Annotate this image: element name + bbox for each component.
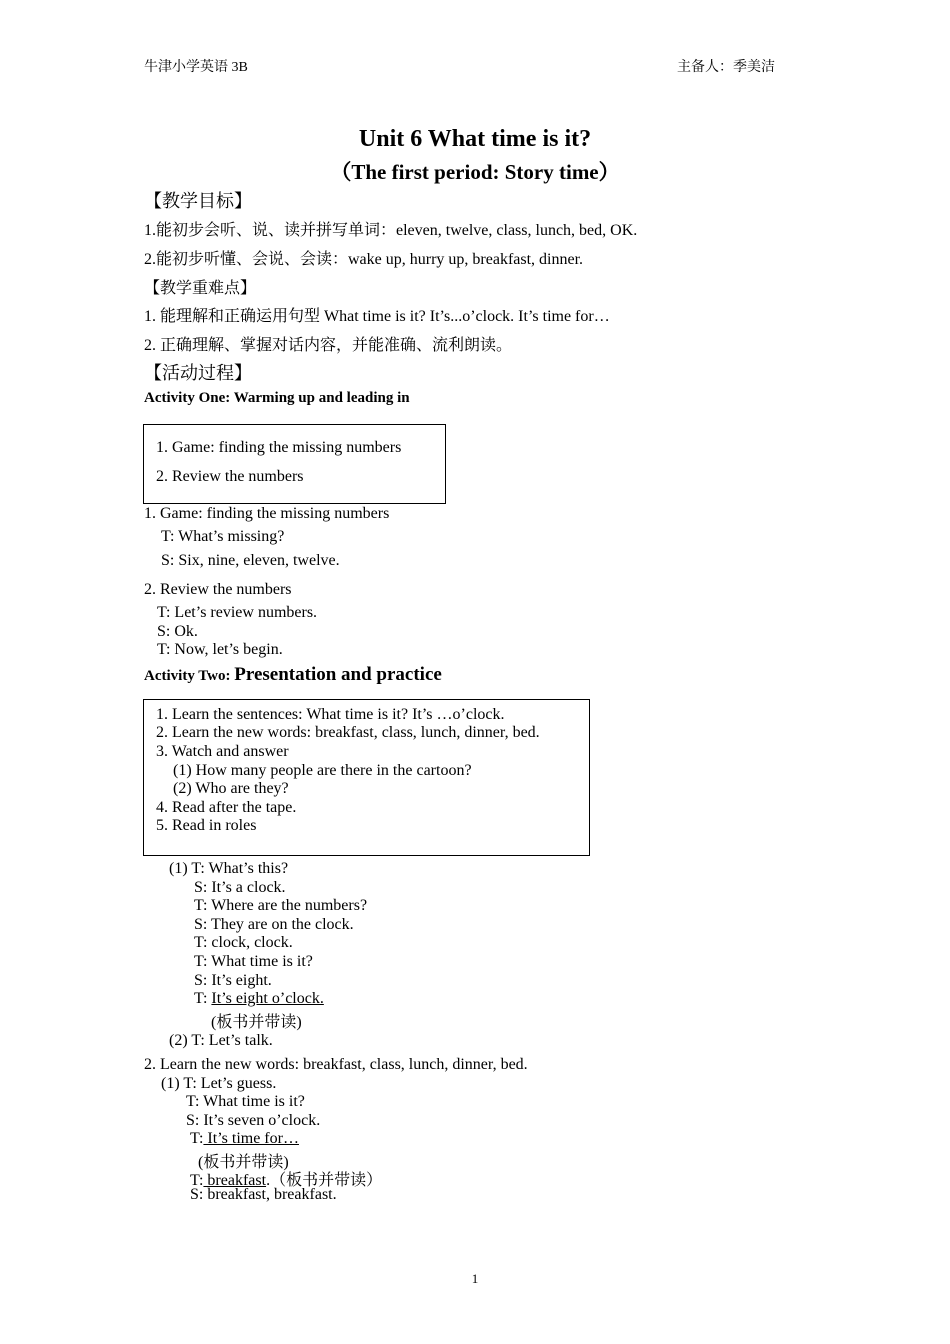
- activity-one-line: 2. Review the numbers: [144, 581, 292, 598]
- dialogue-speaker: T:: [194, 990, 212, 1007]
- key-point-item: 2. 正确理解、掌握对话内容，并能准确、流利朗读。: [144, 337, 513, 354]
- page-number: 1: [471, 1271, 479, 1286]
- dialogue-line: S: It’s eight.: [194, 972, 272, 989]
- objectives-heading: 【教学目标】: [144, 191, 252, 211]
- activity-one-label: Activity One: Warming up and leading in: [144, 390, 410, 406]
- activity-two-box-item: 5. Read in roles: [156, 817, 257, 834]
- activity-two-title: Presentation and practice: [234, 664, 442, 685]
- dialogue-line: S: They are on the clock.: [194, 916, 354, 933]
- page-title: Unit 6 What time is it?: [358, 126, 592, 152]
- objective-item: 2.能初步听懂、会说、会读：wake up, hurry up, breakfast, dinner.: [144, 251, 584, 268]
- dialogue-speaker: T:: [190, 1172, 204, 1189]
- activity-one-box: [143, 424, 446, 504]
- activity-one-box-item: 2. Review the numbers: [156, 468, 304, 485]
- header-right: 主备人：季美洁: [677, 60, 775, 75]
- board-sentence: It’s eight o’clock.: [211, 990, 324, 1007]
- activity-one-line: T: Now, let’s begin.: [157, 641, 283, 658]
- dialogue-line: T: What time is it?: [194, 953, 313, 970]
- page-subtitle: （The first period: Story time）: [330, 160, 620, 184]
- dialogue-line: T: clock, clock.: [194, 934, 293, 951]
- dialogue-line: (1) T: What’s this?: [169, 860, 289, 877]
- activity-two-box-item: 4. Read after the tape.: [156, 799, 297, 816]
- activity-two-heading: [144, 664, 442, 686]
- dialogue-line: T: What time is it?: [186, 1093, 305, 1110]
- dialogue-line: [190, 1130, 299, 1148]
- board-sentence: It’s time for…: [203, 1130, 299, 1147]
- activity-two-box-item: (1) How many people are there in the cartoon?: [173, 762, 472, 779]
- activity-two-box-item: (2) Who are they?: [173, 780, 289, 797]
- dialogue-line: S: breakfast, breakfast.: [190, 1186, 337, 1203]
- dialogue-line: (2) T: Let’s talk.: [169, 1032, 273, 1049]
- dialogue-line: T: Where are the numbers?: [194, 897, 368, 914]
- dialogue-note: (板书并带读): [211, 1014, 302, 1031]
- process-heading: 【活动过程】: [144, 363, 252, 383]
- objective-item: 1.能初步会听、说、读并拼写单词：eleven, twelve, class, lunch, bed, OK.: [144, 222, 638, 239]
- dialogue-line: 2. Learn the new words: breakfast, class, lunch, dinner, bed.: [144, 1056, 528, 1073]
- activity-one-line: 1. Game: finding the missing numbers: [144, 505, 390, 522]
- activity-one-line: T: What’s missing?: [161, 528, 285, 545]
- activity-two-box-item: 3. Watch and answer: [156, 743, 289, 760]
- dialogue-line: S: It’s seven o’clock.: [186, 1112, 321, 1129]
- dialogue-speaker: T:: [190, 1130, 204, 1147]
- activity-two-box-item: 1. Learn the sentences: What time is it? It’s …o’clock.: [156, 706, 505, 723]
- dialogue-note: (板书并带读): [198, 1154, 289, 1171]
- board-word: breakfast: [203, 1172, 267, 1189]
- activity-one-line: T: Let’s review numbers.: [157, 604, 318, 621]
- activity-two-box-item: 2. Learn the new words: breakfast, class, lunch, dinner, bed.: [156, 724, 540, 741]
- dialogue-line: (1) T: Let’s guess.: [161, 1075, 277, 1092]
- activity-one-line: S: Six, nine, eleven, twelve.: [161, 552, 340, 569]
- header-left: 牛津小学英语 3B: [144, 60, 248, 75]
- dialogue-line: [194, 990, 324, 1008]
- activity-two-label: Activity Two:: [144, 668, 235, 684]
- dialogue-line: S: It’s a clock.: [194, 879, 286, 896]
- activity-one-line: S: Ok.: [157, 623, 198, 640]
- activity-one-box-item: 1. Game: finding the missing numbers: [156, 439, 402, 456]
- dialogue-note: .（板书并带读）: [266, 1172, 383, 1189]
- key-point-item: 1. 能理解和正确运用句型 What time is it? It’s...o’clock. It’s time for…: [144, 308, 610, 325]
- key-points-heading: 【教学重难点】: [144, 280, 257, 297]
